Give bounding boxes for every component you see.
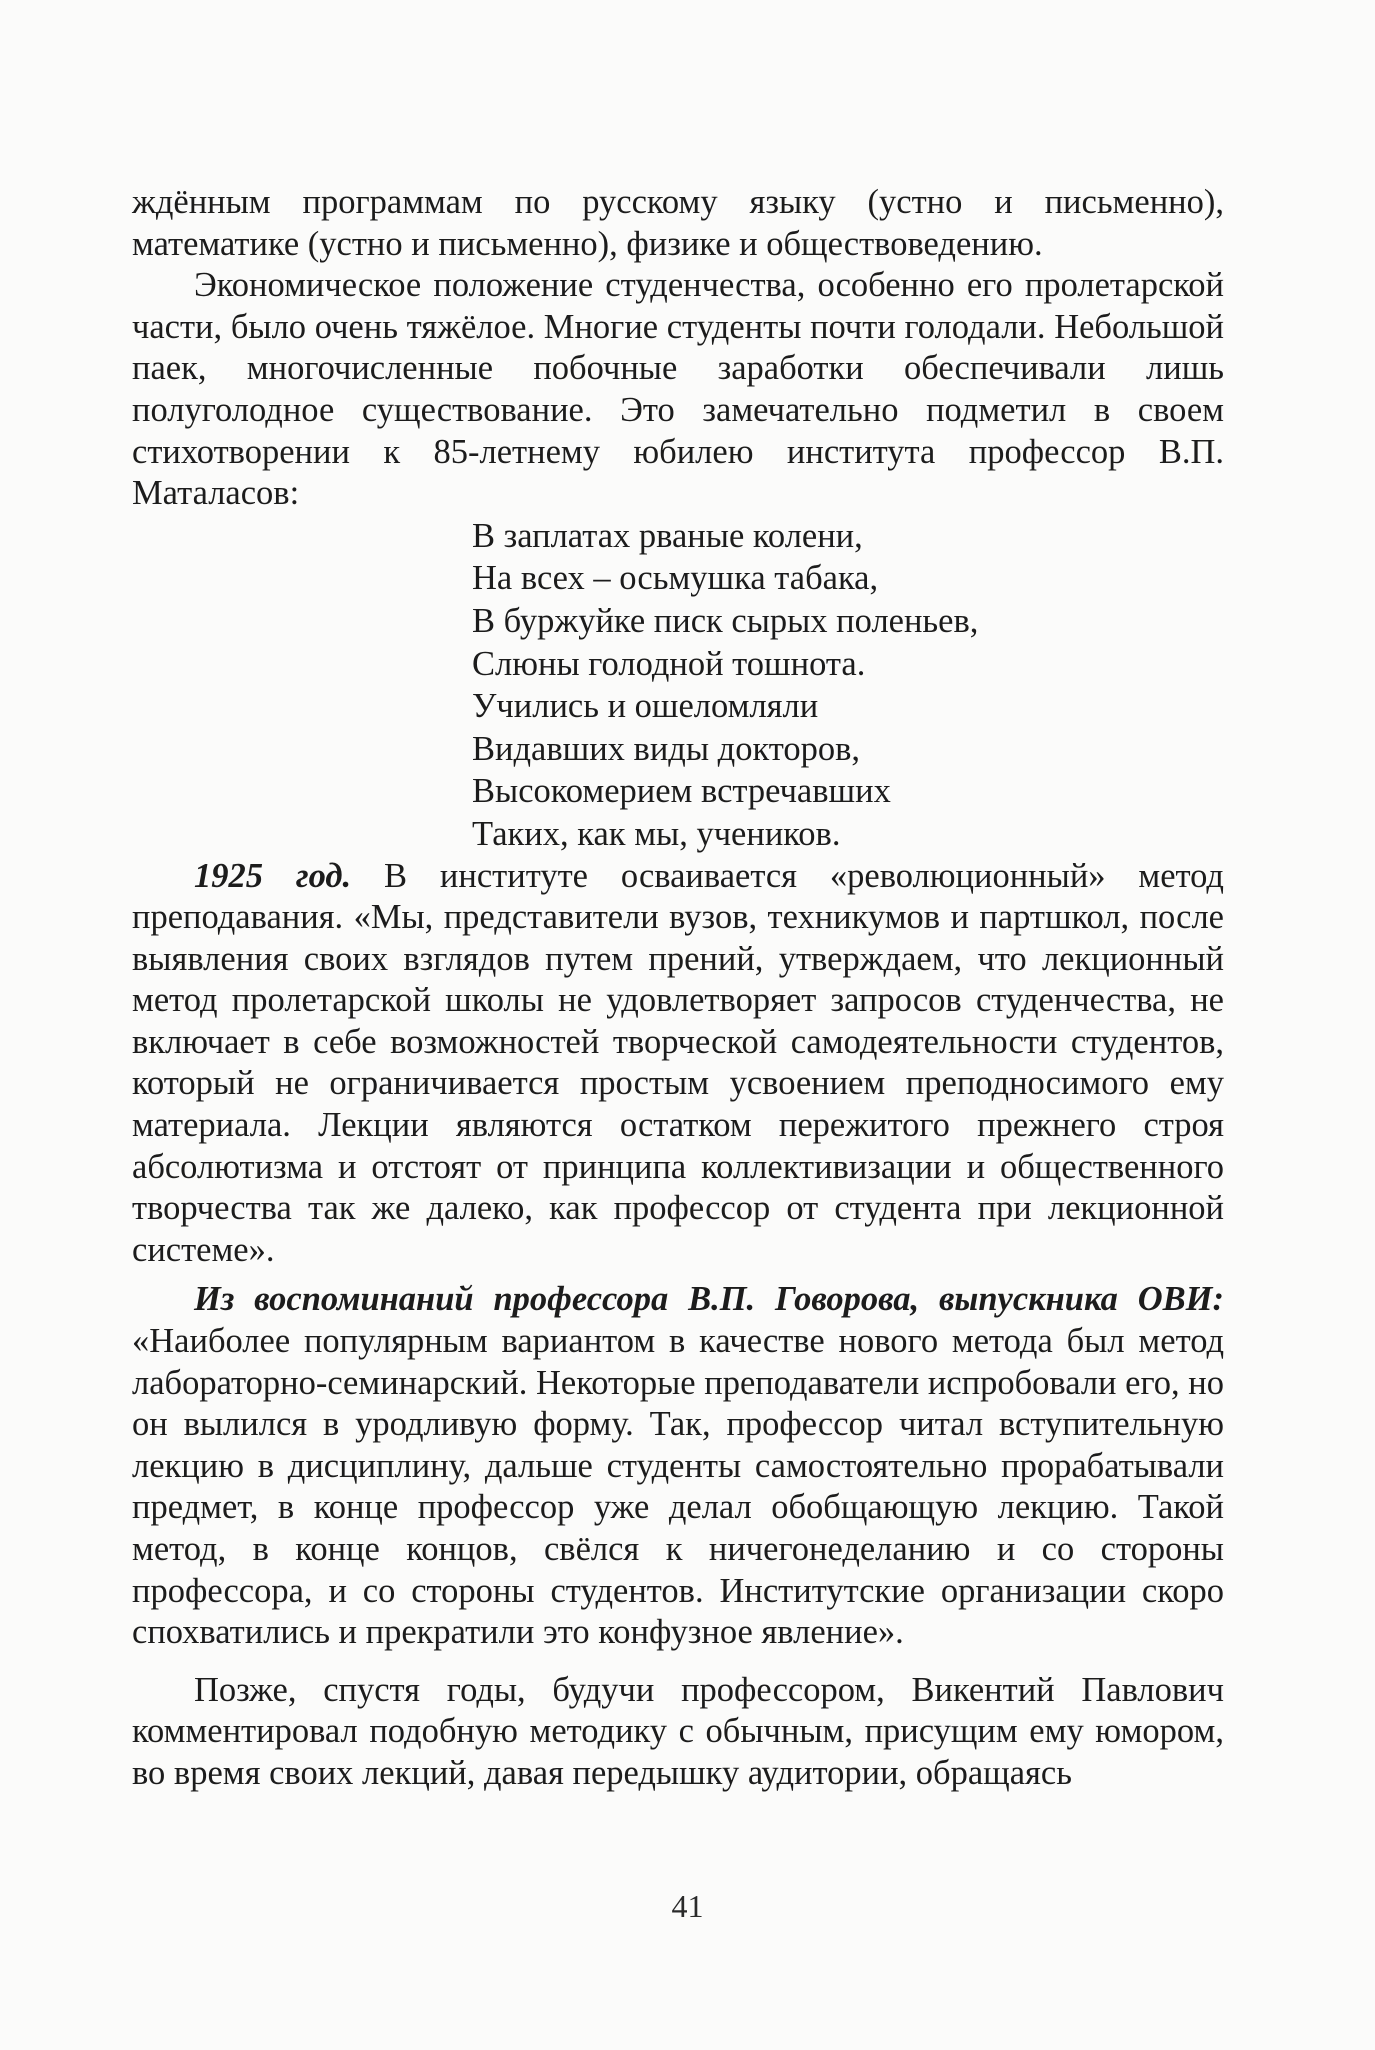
- paragraph-memoirs: [132, 1279, 1224, 1653]
- poem-line: Высокомерием встречавших: [472, 772, 891, 811]
- poem-line: Видавших виды докторов,: [472, 729, 861, 768]
- poem: [132, 515, 1224, 856]
- paragraph-later-years: [132, 1670, 1224, 1795]
- paragraph-text: В институте осваивается «революционный» метод преподавания. «Мы, представители вузов, техникумов и партшкол, после выявления своих взглядов путем прений, утверждаем, что лекционный метод пролетарской школы не удовлетворяет запросов студенчества, не включает в себе возможностей творческой самодеятельности студентов, который не ограничивается простым усвоением преподносимого ему материала. Лекции являются остатком пережитого прежнего строя абсолютизма и отстоят от принципа коллективизации и общественного творчества так же далеко, как профессор от студента при лекционной системе».: [132, 856, 1224, 1269]
- paragraph-text: Экономическое положение студенчества, особенно его пролетарской части, было очень тяжёлое. Многие студенты почти голодали. Небольшой паек, многочисленные побочные заработки обеспечивали лишь полуголодное существование. Это замечательно подметил в своем стихотворении к 85-летнему юбилею института профессор В.П. Маталасов:: [132, 266, 1224, 513]
- poem-line: В буржуйке писк сырых поленьев,: [472, 601, 979, 640]
- paragraph-text: Позже, спустя годы, будучи профессором, Викентий Павлович комментировал подобную методику с обычным, присущим ему юмором, во время своих лекций, давая передышку аудитории, обращаясь: [132, 1670, 1224, 1792]
- poem-line: Слюны голодной тошнота.: [472, 644, 866, 683]
- paragraph-lead-memoirs: Из воспоминаний профессора В.П. Говорова, выпускника ОВИ:: [194, 1280, 1224, 1319]
- paragraph-text: ждённым программам по русскому языку (устно и письменно), математике (устно и письменно), физике и обществоведению.: [132, 183, 1224, 263]
- poem-line: В заплатах рваные колени,: [472, 516, 863, 555]
- paragraph-economic-situation: [132, 265, 1224, 515]
- paragraph-text: «Наиболее популярным вариантом в качестве нового метода был метод лабораторно-семинарский. Некоторые преподаватели испробовали его, но он вылился в уродливую форму. Так, профессор читал вступительную лекцию в дисциплину, дальше студенты самостоятельно прорабатывали предмет, в конце профессор уже делал обобщающую лекцию. Такой метод, в конце концов, свёлся к ничегонеделанию и со стороны профессора, и со стороны студентов. Институтские организации скоро спохватились и прекратили это конфузное явление».: [132, 1322, 1224, 1652]
- paragraph-1925: [132, 856, 1224, 1272]
- page-number: 41: [671, 1888, 704, 1924]
- poem-line: Учились и ошеломляли: [472, 687, 819, 726]
- poem-line: На всех – осьмушка табака,: [472, 559, 879, 598]
- paragraph-lead-year: 1925 год.: [194, 856, 352, 895]
- poem-line: Таких, как мы, учеников.: [472, 814, 841, 853]
- paragraph-continued: [132, 182, 1224, 265]
- page-body: [132, 182, 1224, 1795]
